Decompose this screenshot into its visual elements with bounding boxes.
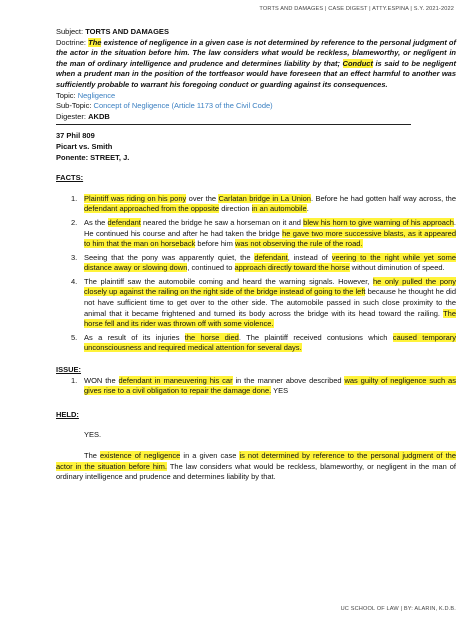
list-number: 4.: [71, 276, 78, 286]
digester-line: [56, 112, 456, 123]
case-title: [56, 142, 456, 153]
list-number: 5.: [71, 332, 78, 342]
case-citation: [56, 131, 456, 142]
facts-item-5: [56, 333, 456, 354]
fact-text: . He continued his course and after he had taken the bridge: [84, 217, 456, 238]
facts-item-1: [56, 194, 456, 215]
facts-item-2: [56, 218, 456, 250]
held-text: in a given case: [180, 451, 240, 460]
fact-text: The plaintiff saw the automobile coming and heard the warning signals. However,: [84, 276, 373, 286]
fact-text: , instead of: [287, 252, 332, 262]
list-number: 1.: [71, 375, 78, 385]
fact-text: neared the bridge he saw a horseman on it and: [140, 217, 304, 227]
issue-heading-text: ISSUE:: [56, 365, 82, 375]
fact-text: without diminution of speed.: [349, 263, 445, 273]
issue-highlight: defendant in maneuvering his car: [118, 375, 233, 385]
facts-list: [56, 194, 456, 354]
held-highlight: existence of negligence: [100, 451, 181, 460]
held-answer: YES.: [84, 430, 102, 440]
digester-value: AKDB: [88, 111, 110, 121]
case-title-text: Picart vs. Smith: [56, 141, 113, 151]
document-body: [56, 27, 456, 483]
topic-label: Topic:: [56, 90, 78, 100]
case-citation-text: 37 Phil 809: [56, 131, 95, 141]
page-footer: UC SCHOOL OF LAW | BY: ALARIN, K.D.B.: [340, 606, 456, 612]
list-number: 1.: [71, 193, 78, 203]
held-heading-text: HELD:: [56, 409, 79, 419]
doctrine-highlight-the: The: [88, 37, 102, 47]
fact-text: . The plaintiff received contusions which: [238, 332, 393, 342]
doctrine-label: Doctrine:: [56, 37, 89, 47]
fact-highlight: in an automobile: [251, 204, 307, 214]
fact-highlight: The horse fell and its rider was thrown off with some violence.: [84, 308, 456, 329]
issue-highlight: was guilty of negligence such as gives rise to a civil obligation to repair the damage done.: [84, 375, 456, 396]
fact-highlight: defendant: [107, 217, 141, 227]
fact-highlight: the horse died: [184, 332, 239, 342]
fact-highlight: defendant approached from the opposite: [84, 204, 220, 214]
subject-label: Subject:: [56, 27, 86, 36]
fact-highlight: caused temporary unconsciousness and required medical attention for several days.: [84, 332, 456, 353]
digester-label: Digester:: [56, 111, 89, 121]
fact-text: Seeing that the pony was apparently quiet, the: [84, 252, 255, 262]
held-text: The law considers what would be reckless, blameworthy, or negligent in the man of ordinary intelligence and prudence and determines liability by that.: [56, 461, 456, 482]
page-header: TORTS AND DAMAGES | CASE DIGEST | ATTY.ESPINA | S.Y. 2021-2022: [259, 6, 454, 12]
doctrine-highlight-conduct: Conduct: [342, 58, 373, 68]
subject-line: [56, 27, 456, 38]
topic-line: [56, 91, 456, 102]
fact-highlight: he gave two more successive blasts, as it appeared to him that the man on horseback: [84, 228, 456, 249]
fact-text: direction: [219, 204, 252, 214]
issue-text: WON the: [84, 375, 119, 385]
issue-answer: YES: [271, 386, 289, 396]
fact-highlight: was not observing the rule of the road.: [234, 239, 363, 249]
fact-highlight: approach directly toward the horse: [234, 263, 350, 273]
topic-value: Negligence: [77, 90, 116, 100]
issue-heading: [56, 365, 456, 376]
case-ponente: [56, 153, 456, 164]
fact-highlight: Carlatan bridge in La Union: [218, 193, 311, 203]
held-text: The: [84, 451, 100, 460]
issue-item-1: [56, 376, 456, 397]
issue-text: in the manner above described: [232, 375, 345, 385]
subject-value: TORTS AND DAMAGES: [85, 27, 169, 36]
fact-highlight: Plaintiff was riding on his pony: [84, 193, 187, 203]
subtopic-line: [56, 101, 456, 112]
issue-list: [56, 376, 456, 397]
facts-heading: [56, 173, 456, 184]
case-ponente-text: Ponente: STREET, J.: [56, 152, 130, 162]
subtopic-value: Concept of Negligence (Article 1173 of the Civil Code): [93, 101, 273, 111]
subtopic-label: Sub-Topic:: [56, 101, 94, 111]
fact-highlight: veering to the right while yet some distance away or slowing down: [84, 252, 456, 273]
doctrine-paragraph: [56, 38, 456, 91]
facts-item-3: [56, 253, 456, 274]
facts-item-4: [56, 277, 456, 330]
list-number: 2.: [71, 217, 78, 227]
fact-highlight: defendant: [254, 252, 288, 262]
fact-text: As the: [84, 217, 108, 227]
section-divider: [56, 124, 411, 125]
held-heading: [56, 410, 456, 421]
fact-text: over the: [186, 193, 219, 203]
list-number: 3.: [71, 252, 78, 262]
fact-text: , continued to: [187, 263, 235, 273]
fact-text: As a result of its injuries: [84, 332, 185, 342]
held-paragraph: [56, 451, 456, 483]
fact-highlight: he only pulled the pony closely up against the railing on the right side of the bridge instead of going to the left: [84, 276, 456, 297]
fact-text: .: [306, 204, 309, 214]
facts-heading-text: FACTS:: [56, 173, 84, 183]
fact-highlight: blew his horn to give warning of his approach: [303, 217, 454, 227]
fact-text: . Before he had gotten half way across, the: [310, 193, 456, 203]
doctrine-text-2: is said to be negligent when a prudent man in the position of the tortfeasor would have foreseen that an effect harmful to another was sufficiently probable to warrant his foregoing conduct or guarding against its consequences.: [56, 58, 456, 89]
held-highlight: is not determined by reference to the personal judgment of the actor in the situation before him.: [56, 451, 457, 471]
fact-text: before him: [195, 239, 235, 249]
doctrine-text-1: existence of negligence in a given case is not determined by reference to the personal judgment of the actor in the situation before him. The law considers what would be reckless, blameworthy, or negligent in the man of ordinary intelligence and prudence and determines liability by that;: [56, 37, 456, 68]
fact-text: because he thought he did not have sufficient time to get over to the other side. The automobile passed in such close proximity to the animal that it became frightened and turned its body across the bridge with its head toward the railing.: [84, 287, 456, 318]
